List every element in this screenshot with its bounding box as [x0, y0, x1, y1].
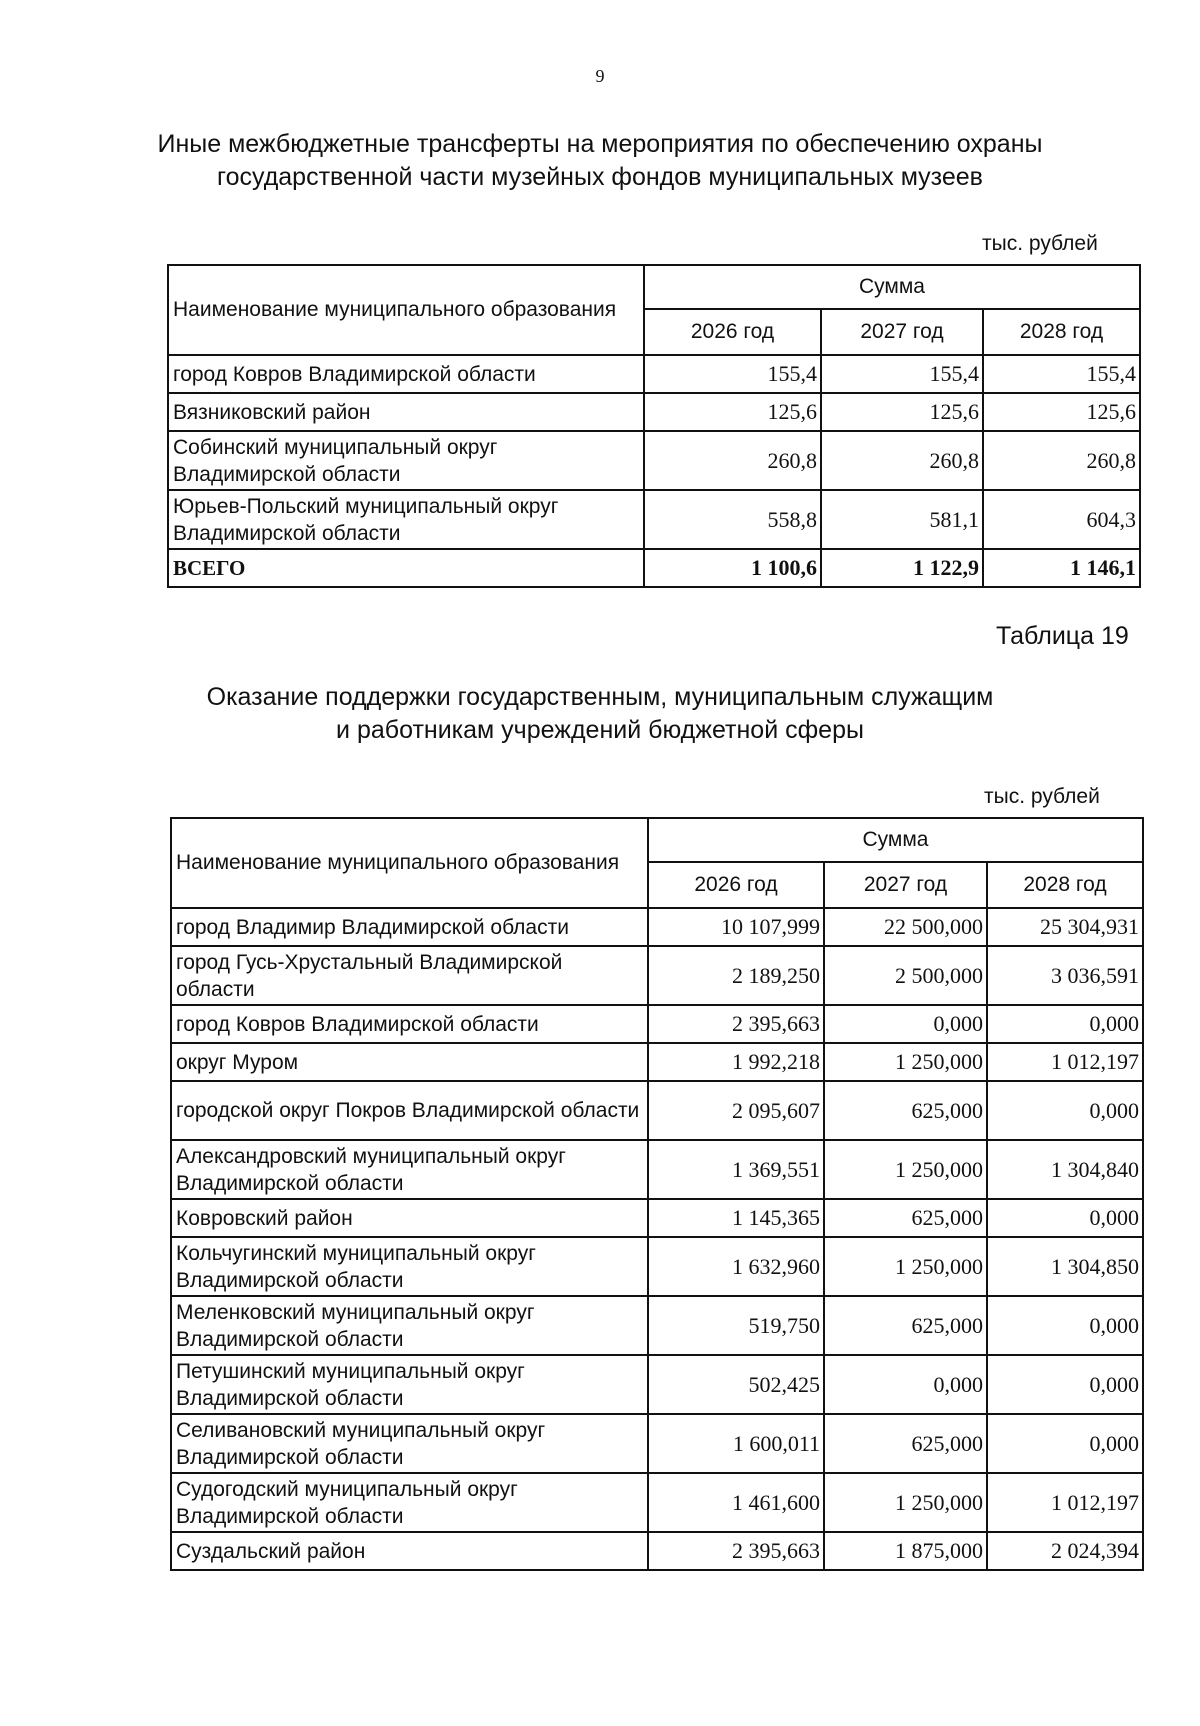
section1-table [167, 264, 1141, 588]
row-value-2027: 1 875,000 [824, 1532, 987, 1570]
row-name: Селивановский муниципальный округ Владимирской области [171, 1414, 648, 1473]
row-value-2027: 1 250,000 [824, 1237, 987, 1296]
row-value-2026: 558,8 [644, 490, 821, 549]
row-value-2026: 2 189,250 [648, 946, 824, 1005]
row-value-2027: 1 250,000 [824, 1473, 987, 1532]
table-row [171, 1140, 1143, 1199]
row-value-2026: 260,8 [644, 431, 821, 490]
table-row [171, 1414, 1143, 1473]
row-name: Петушинский муниципальный округ Владимирской области [171, 1355, 648, 1414]
total-value-2026: 1 100,6 [644, 549, 821, 587]
row-value-2027: 1 250,000 [824, 1140, 987, 1199]
section1-header-year-2027: 2027 год [821, 309, 983, 355]
row-value-2026: 10 107,999 [648, 908, 824, 946]
section1-title [0, 128, 1200, 194]
table-row [168, 393, 1140, 431]
row-name: Судогодский муниципальный округ Владимирской области [171, 1473, 648, 1532]
row-name: Суздальский район [171, 1532, 648, 1570]
row-value-2026: 2 095,607 [648, 1081, 824, 1140]
total-label: ВСЕГО [168, 549, 644, 587]
row-value-2027: 625,000 [824, 1081, 987, 1140]
row-value-2026: 2 395,663 [648, 1532, 824, 1570]
section1-title-line-2: государственной части музейных фондов муниципальных музеев [217, 163, 983, 191]
row-value-2028: 1 012,197 [987, 1043, 1143, 1081]
row-value-2026: 1 632,960 [648, 1237, 824, 1296]
section2-header-year-2027: 2027 год [824, 862, 987, 908]
total-value-2028: 1 146,1 [983, 549, 1140, 587]
section1-header-year-2026: 2026 год [644, 309, 821, 355]
row-value-2026: 1 369,551 [648, 1140, 824, 1199]
table-row [171, 1355, 1143, 1414]
row-value-2026: 1 600,011 [648, 1414, 824, 1473]
row-value-2028: 2 024,394 [987, 1532, 1143, 1570]
row-value-2028: 125,6 [983, 393, 1140, 431]
row-name: Александровский муниципальный округ Владимирской области [171, 1140, 648, 1199]
row-value-2028: 155,4 [983, 355, 1140, 393]
row-name: город Ковров Владимирской области [168, 355, 644, 393]
page-number: 9 [595, 66, 605, 86]
section1-header-year-2028: 2028 год [983, 309, 1140, 355]
row-value-2027: 0,000 [824, 1355, 987, 1414]
section1-header-name: Наименование муниципального образования [168, 265, 644, 355]
row-value-2026: 125,6 [644, 393, 821, 431]
section2-header-year-2026: 2026 год [648, 862, 824, 908]
table-row [171, 1043, 1143, 1081]
row-name: Ковровский район [171, 1199, 648, 1237]
row-value-2028: 1 304,850 [987, 1237, 1143, 1296]
row-value-2028: 1 012,197 [987, 1473, 1143, 1532]
table-row [171, 1237, 1143, 1296]
table-row [168, 431, 1140, 490]
section2-header-sum: Сумма [648, 818, 1143, 862]
row-value-2027: 260,8 [821, 431, 983, 490]
row-name: округ Муром [171, 1043, 648, 1081]
section1-header-sum: Сумма [644, 265, 1140, 309]
row-value-2028: 0,000 [987, 1296, 1143, 1355]
row-value-2026: 155,4 [644, 355, 821, 393]
row-name: Собинский муниципальный округ Владимирской области [168, 431, 644, 490]
section2-title [0, 681, 1200, 747]
table-19-label: Таблица 19 [996, 622, 1129, 650]
table-row [171, 908, 1143, 946]
row-name: городской округ Покров Владимирской области [171, 1081, 648, 1140]
row-value-2027: 155,4 [821, 355, 983, 393]
row-value-2028: 0,000 [987, 1081, 1143, 1140]
table-row [171, 1005, 1143, 1043]
row-name: город Владимир Владимирской области [171, 908, 648, 946]
row-name: Вязниковский район [168, 393, 644, 431]
table-row [171, 1473, 1143, 1532]
row-value-2027: 625,000 [824, 1296, 987, 1355]
section2-title-line-2: и работникам учреждений бюджетной сферы [336, 716, 864, 744]
row-value-2028: 260,8 [983, 431, 1140, 490]
row-value-2027: 2 500,000 [824, 946, 987, 1005]
table-row [168, 355, 1140, 393]
row-value-2028: 0,000 [987, 1414, 1143, 1473]
section1-units: тыс. рублей [982, 232, 1098, 255]
row-value-2026: 1 992,218 [648, 1043, 824, 1081]
section2-title-line-1: Оказание поддержки государственным, муниципальным служащим [206, 683, 994, 711]
row-value-2026: 519,750 [648, 1296, 824, 1355]
section2-header-year-2028: 2028 год [987, 862, 1143, 908]
section2-header-name: Наименование муниципального образования [171, 818, 648, 908]
table-row [171, 946, 1143, 1005]
row-value-2026: 502,425 [648, 1355, 824, 1414]
row-value-2026: 1 461,600 [648, 1473, 824, 1532]
row-value-2027: 125,6 [821, 393, 983, 431]
row-value-2027: 625,000 [824, 1199, 987, 1237]
row-value-2028: 3 036,591 [987, 946, 1143, 1005]
section2-table [170, 817, 1144, 1571]
row-name: Меленковский муниципальный округ Владимирской области [171, 1296, 648, 1355]
row-value-2026: 2 395,663 [648, 1005, 824, 1043]
row-value-2028: 0,000 [987, 1355, 1143, 1414]
table-row [171, 1199, 1143, 1237]
section1-title-line-1: Иные межбюджетные трансферты на мероприятия по обеспечению охраны [157, 130, 1043, 158]
row-value-2027: 0,000 [824, 1005, 987, 1043]
row-value-2026: 1 145,365 [648, 1199, 824, 1237]
table-row [171, 1296, 1143, 1355]
table-row [171, 1081, 1143, 1140]
row-name: Кольчугинский муниципальный округ Владимирской области [171, 1237, 648, 1296]
row-value-2028: 0,000 [987, 1005, 1143, 1043]
row-name: город Ковров Владимирской области [171, 1005, 648, 1043]
row-value-2028: 25 304,931 [987, 908, 1143, 946]
row-value-2027: 1 250,000 [824, 1043, 987, 1081]
row-value-2027: 581,1 [821, 490, 983, 549]
section2-units: тыс. рублей [984, 785, 1100, 808]
row-value-2028: 1 304,840 [987, 1140, 1143, 1199]
row-name: город Гусь-Хрустальный Владимирской области [171, 946, 648, 1005]
total-value-2027: 1 122,9 [821, 549, 983, 587]
total-row [168, 549, 1140, 587]
row-value-2028: 0,000 [987, 1199, 1143, 1237]
table-row [171, 1532, 1143, 1570]
table-row [168, 490, 1140, 549]
row-value-2028: 604,3 [983, 490, 1140, 549]
row-value-2027: 22 500,000 [824, 908, 987, 946]
row-name: Юрьев-Польский муниципальный округ Владимирской области [168, 490, 644, 549]
row-value-2027: 625,000 [824, 1414, 987, 1473]
